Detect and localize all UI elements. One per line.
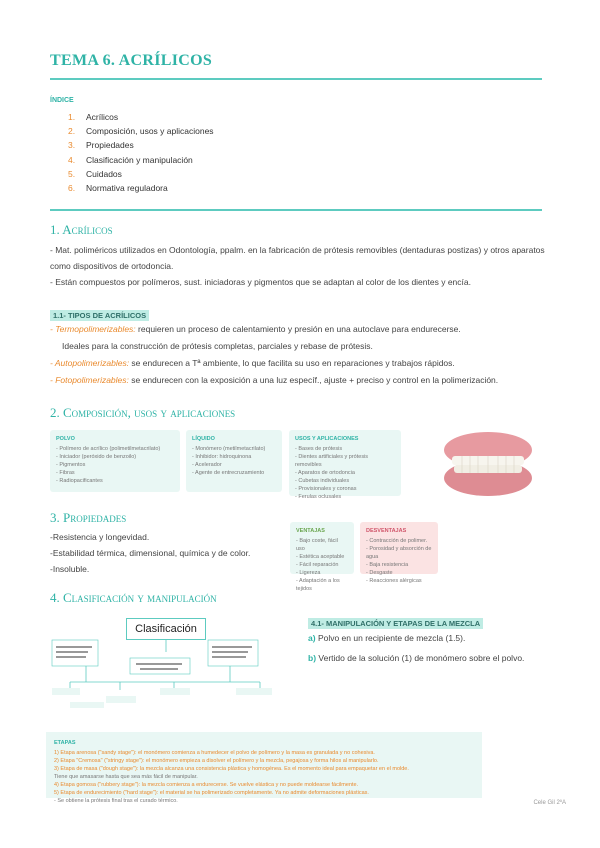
s1-paragraph-2: - Están compuestos por polímeros, sust. iniciadoras y pigmentos que se adaptan al color de los dientes y encía. [50,277,471,287]
ventajas-box: VENTAJAS - Bajo coste, fácil uso - Estética aceptable - Fácil reparación - Ligereza - Adaptación a los tejidos [290,522,354,574]
type-foto: - Fotopolimerizables: se endurecen con la exposición a una luz específ., ajuste + preciso y control en la polimerización. [50,375,499,385]
type-auto: - Autopolimerizables: se endurecen a Tª ambiente, lo que facilita su uso en reparaciones y trabajos rápidos. [50,358,455,368]
etapa-line: Tiene que amasarse hasta que sea más fácil de manipular. [54,774,198,780]
etapas-box: ETAPAS 1) Etapa arenosa ("sandy stage"): el monómero comienza a humedecer el polvo de polímero y la masa es granulada y no cohesiva. 2) Etapa "Cremosa" ("stringy stage"): el monómero empieza a disolver el polímero y la mezcla, pegajosa y forma hilos al manipularlo. 3) Etapa de masa ("dough stage"): la mezcla alcanza una consistencia plástica y homogénea. Es el momento ideal para empaquetar en el molde. Tiene que amasarse hasta que sea más fácil de manipular. 4) Etapa gomosa ("rubbery stage"): la mezcla comienza a endurecerse. Se vuelve elástica y no puede moldearse fácilmente. 5) Etapa de endurecimiento ("hard stage"): el material se ha polimerizado completamente. Ya no admite deformaciones plásticas. - Se obtiene la prótesis final tras el curado térmico. [46,732,482,798]
properties-list [50,529,290,577]
etapa-line: 5) Etapa de endurecimiento ("hard stage"): el material se ha polimerizado completamente. Ya no admite deformaciones plásticas. [54,790,369,796]
usos-box: USOS Y APLICACIONES - Bases de prótesis - Dientes artificiales y prótesis removibles - Aparatos de ortodoncia - Cubetas individuales - Provisionales y coronas - Ferulas oclusales [289,430,401,496]
diagram-title: Clasificación [126,618,206,640]
etapa-line: 1) Etapa arenosa ("sandy stage"): el monómero comienza a humedecer el polvo de polímero y la masa es granulada y no cohesiva. [54,750,375,756]
etapa-line: 4) Etapa gomosa ("rubbery stage"): la mezcla comienza a endurecerse. Se vuelve elástica y no puede moldearse fácilmente. [54,782,359,788]
page-title: TEMA 6. ACRÍLICOS [50,52,213,69]
section-4-heading: 4. Clasificación y manipulación [50,590,217,605]
index-item: 6. Normativa reguladora [68,183,168,194]
type-termo: - Termopolimerizables: requieren un proceso de calentamiento y presión en una autoclave para endurecerse. [50,324,461,334]
s1-subheading: 1.1- TIPOS DE ACRÍLICOS [50,310,149,321]
denture-image [438,428,538,500]
type-termo-detail: Ideales para la construcción de prótesis completas, parciales y rebase de prótesis. [62,341,373,351]
property-item: -Resistencia y longevidad. [50,532,150,542]
etapa-line: 3) Etapa de masa ("dough stage"): la mezcla alcanza una consistencia plástica y homogénea. Es el momento ideal para empaquetar en el molde. [54,766,409,772]
index-heading: ÍNDICE [50,97,74,104]
etapa-line: 2) Etapa "Cremosa" ("stringy stage"): el monómero empieza a disolver el polímero y la mezcla, pegajosa y forma hilos al manipularlo. [54,758,379,764]
index-item: 3. Propiedades [68,140,134,151]
s1-paragraph-1: - Mat. poliméricos utilizados en Odontología, ppalm. en la fabricación de prótesis removibles (dentaduras postizas) y otros aparatos como dispositivos de ortodoncia. [50,245,545,271]
section-3-heading: 3. Propiedades [50,510,127,525]
title-divider [50,78,542,80]
s4-subheading: 4.1- MANIPULACIÓN Y ETAPAS DE LA MEZCLA [308,618,483,629]
etapa-line: - Se obtiene la prótesis final tras el curado térmico. [54,798,178,804]
polvo-box: POLVO - Polímero de acrílico (polimetilmetacrilato) - Iniciador (peróxido de benzoilo) - Pigmentos - Fibras - Radiopacificantes [50,430,180,492]
index-item: 2. Composición, usos y aplicaciones [68,126,214,137]
index-item: 1. Acrílicos [68,112,119,122]
index-divider [50,209,542,211]
liquido-box: LÍQUIDO - Monómero (metilmetacrilato) - Inhibidor: hidroquinona - Acelerador - Agente de entrecruzamiento [186,430,282,492]
footer-author: Cele Gil 2ºA [533,800,566,806]
index-item: 4. Clasificación y manipulación [68,154,193,165]
desventajas-box: DESVENTAJAS - Contracción de polimer. - Porosidad y absorción de agua - Baja resistencia - Desgaste - Reacciones alérgicas [360,522,438,574]
step-b: b) Vertido de la solución (1) de monómero sobre el polvo. [308,653,525,663]
section-1-heading: 1. Acrílicos [50,222,113,237]
index-list [68,110,214,195]
index-item: 5. Cuidados [68,168,122,179]
property-item: -Insoluble. [50,564,90,574]
step-a: a) Polvo en un recipiente de mezcla (1.5). [308,633,466,643]
section-2-heading: 2. Composición, usos y aplicaciones [50,405,236,420]
property-item: -Estabilidad térmica, dimensional, química y de color. [50,548,251,558]
